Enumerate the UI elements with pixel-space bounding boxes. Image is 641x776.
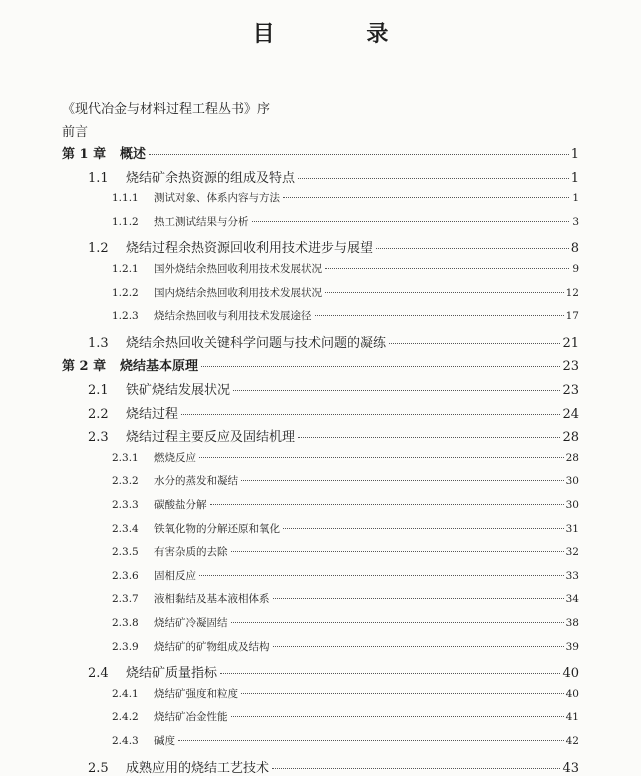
toc-entry-number: 第 1 章 — [62, 147, 107, 162]
toc-entry-number: 1.1.2 — [112, 215, 139, 228]
dot-leader — [298, 436, 560, 438]
preface-entry[interactable]: 前言 — [62, 125, 89, 140]
toc-subsection-entry[interactable] — [112, 473, 579, 488]
toc-section-entry[interactable] — [88, 332, 579, 351]
toc-entry-number: 2.4.2 — [112, 711, 139, 724]
toc-page-number: 31 — [565, 522, 579, 535]
toc-page-number: 32 — [565, 546, 579, 559]
toc-subsection-entry[interactable] — [112, 615, 579, 630]
dot-leader — [283, 527, 564, 529]
toc-page-number: 33 — [565, 569, 579, 582]
toc-entry-number: 1.1 — [88, 170, 109, 186]
toc-entry-number: 2.3.1 — [112, 451, 139, 464]
toc-entry-title: 烧结余热回收关键科学问题与技术问题的凝练 — [126, 335, 387, 351]
toc-entry-number: 2.5 — [88, 760, 109, 776]
toc-section-entry[interactable] — [88, 403, 579, 422]
toc-entry-number: 2.3 — [88, 430, 109, 446]
toc-subsection-entry[interactable] — [112, 308, 579, 323]
toc-entry-title: 成熟应用的烧结工艺技术 — [126, 760, 270, 776]
toc-entry-number: 1.2.1 — [112, 263, 139, 275]
toc-entry-number: 2.3.2 — [112, 475, 139, 488]
toc-entry-title: 固相反应 — [154, 569, 196, 582]
toc-section-entry[interactable] — [88, 167, 579, 186]
toc-entry-title: 烧结基本原理 — [120, 359, 199, 375]
toc-entry-title: 碱度 — [154, 735, 175, 747]
dot-leader — [273, 645, 564, 647]
toc-entry-number: 1.1.1 — [112, 192, 139, 205]
dot-leader — [199, 456, 564, 458]
toc-page-number: 12 — [565, 286, 579, 299]
toc-subsection-entry[interactable] — [112, 639, 579, 654]
toc-entry-number: 2.3.8 — [112, 617, 139, 629]
dot-leader — [178, 739, 564, 741]
dot-leader — [241, 692, 564, 694]
toc-subsection-entry[interactable] — [112, 591, 579, 606]
dot-leader — [220, 672, 560, 674]
toc-page-number: 1 — [572, 192, 579, 205]
toc-entry-title: 烧结矿质量指标 — [126, 666, 218, 682]
toc-entry-title: 国内烧结余热回收利用技术发展状况 — [154, 286, 322, 299]
dot-leader — [181, 413, 560, 415]
toc-page-number: 42 — [565, 735, 579, 747]
toc-entry-number: 2.4.1 — [112, 687, 139, 700]
toc-entry-number: 2.3.9 — [112, 640, 139, 653]
dot-leader — [325, 267, 569, 269]
toc-entry-title: 碳酸盐分解 — [154, 499, 207, 511]
toc-section-entry[interactable] — [88, 662, 579, 681]
toc-entry-number: 2.3.7 — [112, 593, 139, 606]
toc-entry-title: 概述 — [120, 147, 147, 162]
toc-page-number: 23 — [562, 359, 579, 375]
dot-leader — [231, 621, 564, 623]
dot-leader — [283, 196, 569, 198]
toc-page-number: 21 — [562, 335, 579, 351]
dot-leader — [376, 247, 569, 249]
toc-subsection-entry[interactable] — [112, 261, 579, 276]
toc-page-number: 17 — [565, 310, 579, 323]
toc-section-entry[interactable] — [88, 379, 579, 398]
toc-entry-title: 铁氧化物的分解还原和氧化 — [154, 522, 280, 535]
toc-section-entry[interactable] — [88, 237, 579, 256]
toc-entry-title: 烧结矿冶金性能 — [154, 711, 228, 724]
toc-page-number: 28 — [562, 430, 579, 446]
toc-chapter-entry[interactable] — [62, 355, 579, 374]
dot-leader — [149, 153, 569, 155]
toc-subsection-entry[interactable] — [112, 686, 579, 701]
toc-entry-title: 烧结矿冷凝固结 — [154, 617, 228, 629]
toc-page-number: 38 — [565, 617, 579, 629]
dot-leader — [273, 597, 564, 599]
toc-subsection-entry[interactable] — [112, 497, 579, 512]
toc-page-number: 28 — [565, 451, 579, 464]
toc-subsection-entry[interactable] — [112, 568, 579, 583]
toc-subsection-entry[interactable] — [112, 214, 579, 229]
toc-chapter-entry[interactable] — [62, 143, 579, 162]
toc-subsection-entry[interactable] — [112, 521, 579, 536]
toc-page-number: 30 — [565, 475, 579, 488]
toc-page-number: 3 — [572, 215, 579, 228]
toc-page-number: 34 — [565, 593, 579, 606]
toc-subsection-entry[interactable] — [112, 190, 579, 205]
toc-entry-title: 燃烧反应 — [154, 451, 196, 464]
dot-leader — [199, 574, 564, 576]
toc-page-number: 8 — [570, 241, 579, 257]
toc-page-number: 40 — [565, 687, 579, 700]
toc-entry-number: 第 2 章 — [62, 359, 107, 375]
toc-entry-title: 铁矿烧结发展状况 — [126, 383, 231, 398]
dot-leader — [210, 503, 564, 505]
dot-leader — [389, 342, 560, 344]
dot-leader — [325, 291, 564, 293]
toc-entry-number: 2.3.6 — [112, 569, 139, 582]
toc-section-entry[interactable] — [88, 426, 579, 445]
toc-subsection-entry[interactable] — [112, 709, 579, 724]
toc-entry-title: 烧结矿余热资源的组成及特点 — [126, 170, 296, 186]
series-preface-entry[interactable]: 《现代冶金与材料过程工程丛书》序 — [62, 102, 271, 117]
dot-leader — [298, 177, 569, 179]
toc-entry-title: 热工测试结果与分析 — [154, 215, 249, 228]
toc-entry-title: 国外烧结余热回收利用技术发展状况 — [154, 263, 322, 275]
dot-leader — [231, 550, 564, 552]
toc-subsection-entry[interactable] — [112, 285, 579, 300]
dot-leader — [201, 365, 560, 367]
toc-entry-title: 烧结矿强度和粒度 — [154, 687, 238, 700]
toc-entry-number: 2.3.5 — [112, 546, 139, 559]
toc-subsection-entry[interactable] — [112, 544, 579, 559]
dot-leader — [252, 220, 570, 222]
toc-page-number: 43 — [562, 760, 579, 776]
toc-page-number: 23 — [562, 383, 579, 398]
toc-page-number: 24 — [562, 406, 579, 422]
toc-page-number: 9 — [572, 263, 579, 275]
dot-leader — [231, 715, 564, 717]
toc-page-number: 30 — [565, 499, 579, 511]
toc-entry-number: 1.2.3 — [112, 310, 139, 323]
toc-entry-title: 液相黏结及基本液相体系 — [154, 593, 270, 606]
toc-entry-number: 2.2 — [88, 406, 109, 422]
toc-entry-number: 1.3 — [88, 335, 109, 351]
toc-page-number: 1 — [570, 147, 579, 162]
toc-entry-title: 有害杂质的去除 — [154, 546, 228, 559]
toc-entry-number: 1.2.2 — [112, 286, 139, 299]
dot-leader — [272, 767, 560, 769]
toc-entry-number: 2.4.3 — [112, 735, 139, 747]
toc-page-number: 1 — [570, 170, 579, 186]
toc-entry-title: 烧结过程主要反应及固结机理 — [126, 430, 296, 446]
toc-entry-number: 1.2 — [88, 241, 109, 257]
dot-leader — [233, 389, 560, 391]
page-title: 目 录 — [252, 21, 431, 47]
toc-entry-number: 2.3.4 — [112, 522, 139, 535]
toc-entry-number: 2.4 — [88, 666, 109, 682]
toc-entry-title: 烧结余热回收与利用技术发展途径 — [154, 310, 312, 323]
toc-subsection-entry[interactable] — [112, 450, 579, 465]
toc-entry-number: 2.3.3 — [112, 499, 139, 511]
toc-entry-title: 烧结过程 — [126, 406, 179, 422]
toc-entry-title: 烧结过程余热资源回收利用技术进步与展望 — [126, 241, 374, 257]
dot-leader — [315, 314, 564, 316]
toc-subsection-entry[interactable] — [112, 733, 579, 748]
toc-entry-title: 测试对象、体系内容与方法 — [154, 192, 280, 205]
toc-page-number: 39 — [565, 640, 579, 653]
toc-entry-number: 2.1 — [88, 383, 109, 398]
toc-entry-title: 水分的蒸发和凝结 — [154, 475, 238, 488]
toc-page-number: 41 — [565, 711, 579, 724]
toc-entry-title: 烧结矿的矿物组成及结构 — [154, 640, 270, 653]
dot-leader — [241, 479, 564, 481]
toc-page-number: 40 — [562, 666, 579, 682]
